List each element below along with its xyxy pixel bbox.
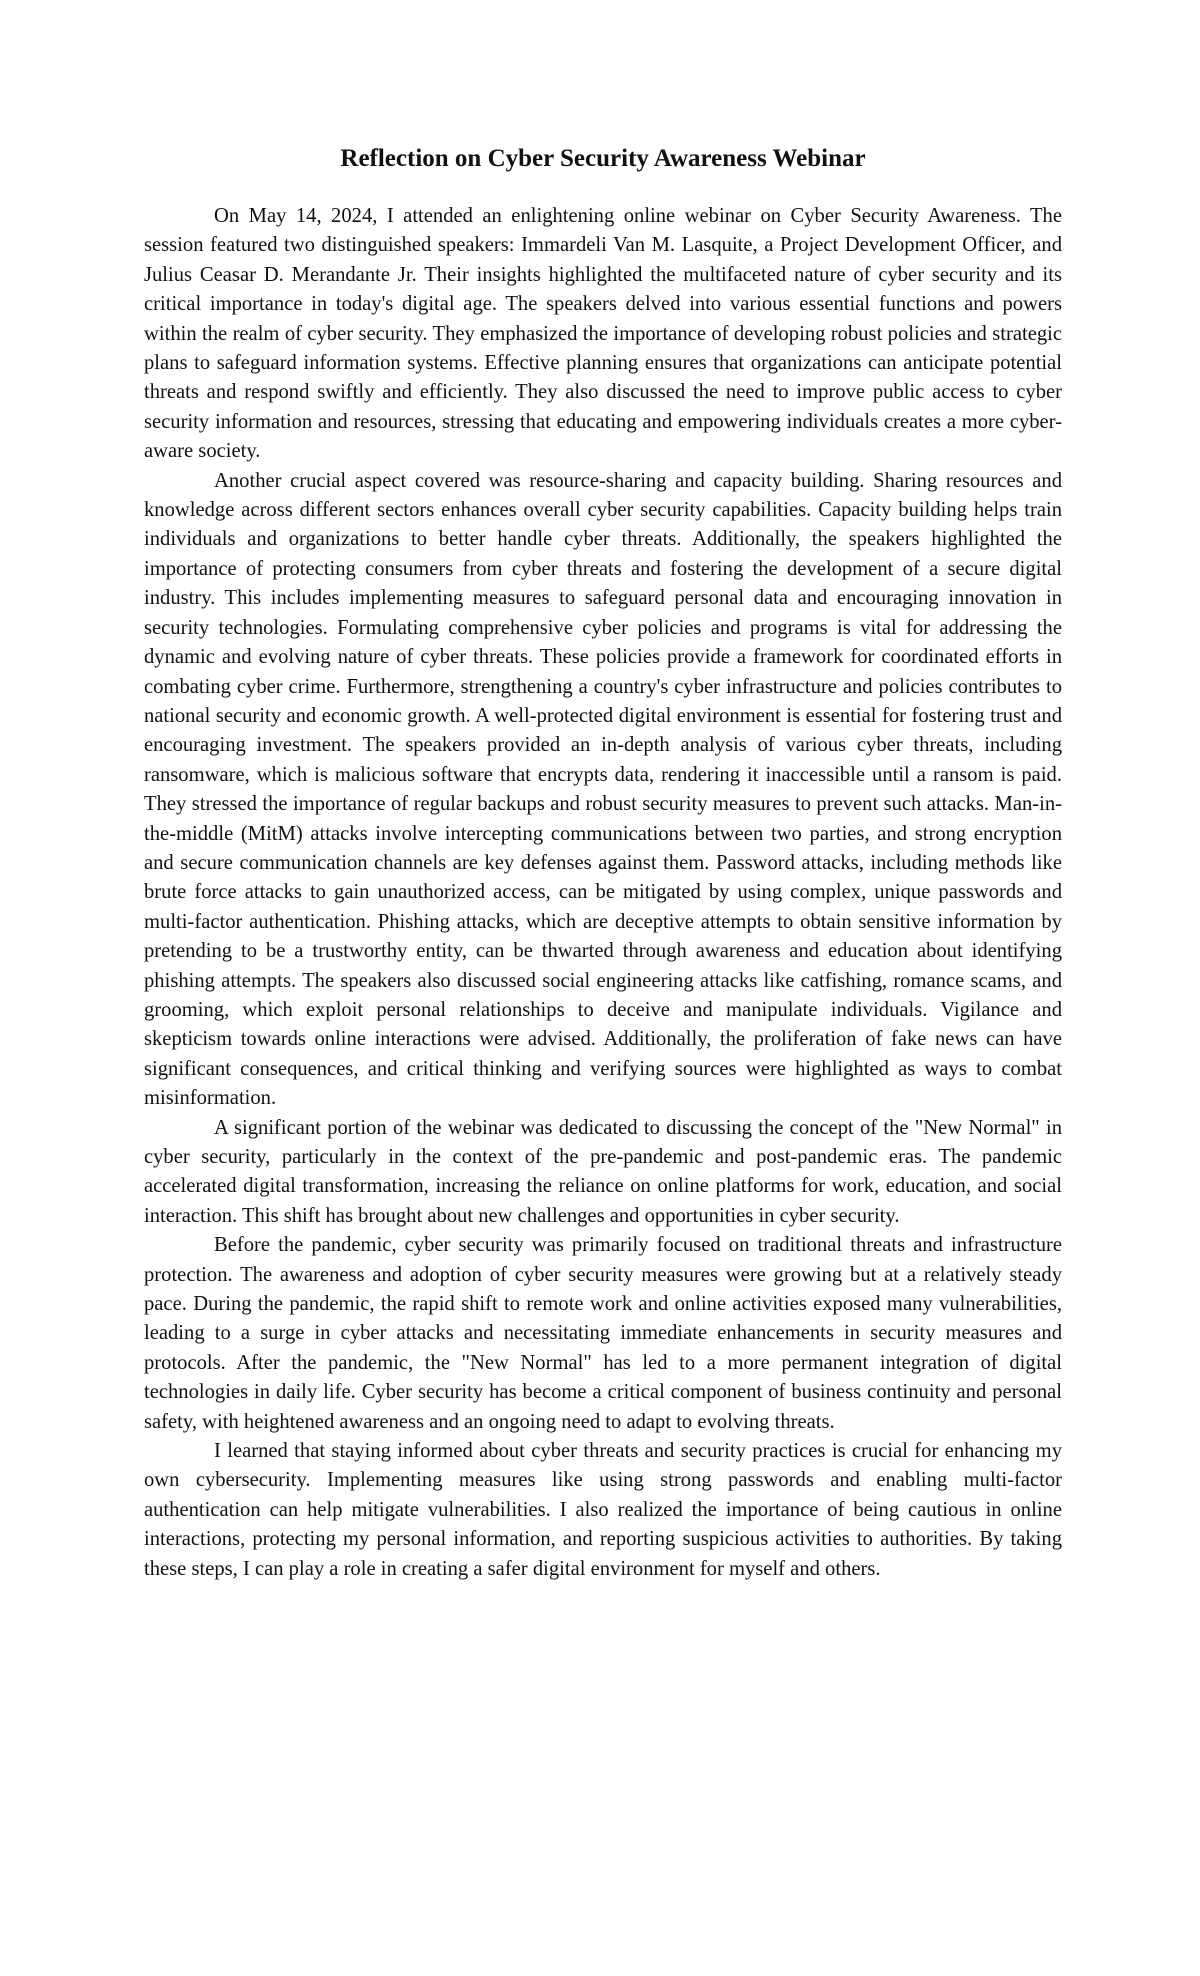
paragraph-new-normal: A significant portion of the webinar was dedicated to discussing the concept of the "New Normal" in cyber security, particularly in the context of the pre-pandemic and post-pandemic eras. The pandemic accelerated digital transformation, increasing the reliance on online platforms for work, education, and social interaction. This shift has brought about new challenges and opportunities in cyber security. <box>144 1116 1062 1227</box>
document-title: Reflection on Cyber Security Awareness Webinar <box>340 145 866 172</box>
document-body <box>144 142 1062 1584</box>
paragraph-intro: On May 14, 2024, I attended an enlightening online webinar on Cyber Security Awareness. The session featured two distinguished speakers: Immardeli Van M. Lasquite, a Project Development Officer, and Julius Ceasar D. Merandante Jr. Their insights highlighted the multifaceted nature of cyber security and its critical importance in today's digital age. The speakers delved into various essential functions and powers within the realm of cyber security. They emphasized the importance of developing robust policies and strategic plans to safeguard information systems. Effective planning ensures that organizations can anticipate potential threats and respond swiftly and efficiently. They also discussed the need to improve public access to cyber security information and resources, stressing that educating and empowering individuals creates a more cyber-aware society. <box>144 205 1062 463</box>
paragraph-lessons-learned: I learned that staying informed about cyber threats and security practices is crucial for enhancing my own cybersecurity. Implementing measures like using strong passwords and enabling multi-factor authentication can help mitigate vulnerabilities. I also realized the importance of being cautious in online interactions, protecting my personal information, and reporting suspicious activities to authorities. By taking these steps, I can play a role in creating a safer digital environment for myself and others. <box>144 1440 1062 1580</box>
paragraph-pandemic-eras: Before the pandemic, cyber security was primarily focused on traditional threats and infrastructure protection. The awareness and adoption of cyber security measures were growing but at a relatively steady pace. During the pandemic, the rapid shift to remote work and online activities exposed many vulnerabilities, leading to a surge in cyber attacks and necessitating immediate enhancements in security measures and protocols. After the pandemic, the "New Normal" has led to a more permanent integration of digital technologies in daily life. Cyber security has become a critical component of business continuity and personal safety, with heightened awareness and an ongoing need to adapt to evolving threats. <box>144 1234 1062 1433</box>
paragraph-resource-sharing: Another crucial aspect covered was resource-sharing and capacity building. Sharing resources and knowledge across different sectors enhances overall cyber security capabilities. Capacity building helps train individuals and organizations to better handle cyber threats. Additionally, the speakers highlighted the importance of protecting consumers from cyber threats and fostering the development of a secure digital industry. This includes implementing measures to safeguard personal data and encouraging innovation in security technologies. Formulating comprehensive cyber policies and programs is vital for addressing the dynamic and evolving nature of cyber threats. These policies provide a framework for coordinated efforts in combating cyber crime. Furthermore, strengthening a country's cyber infrastructure and policies contributes to national security and economic growth. A well-protected digital environment is essential for fostering trust and encouraging investment. The speakers provided an in-depth analysis of various cyber threats, including ransomware, which is malicious software that encrypts data, rendering it inaccessible until a ransom is paid. They stressed the importance of regular backups and robust security measures to prevent such attacks. Man-in-the-middle (MitM) attacks involve intercepting communications between two parties, and strong encryption and secure communication channels are key defenses against them. Password attacks, including methods like brute force attacks to gain unauthorized access, can be mitigated by using complex, unique passwords and multi-factor authentication. Phishing attacks, which are deceptive attempts to obtain sensitive information by pretending to be a trustworthy entity, can be thwarted through awareness and education about identifying phishing attempts. The speakers also discussed social engineering attacks like catfishing, romance scams, and grooming, which exploit personal relationships to deceive and manipulate individuals. Vigilance and skepticism towards online interactions were advised. Additionally, the proliferation of fake news can have significant consequences, and critical thinking and verifying sources were highlighted as ways to combat misinformation. <box>144 469 1062 1110</box>
